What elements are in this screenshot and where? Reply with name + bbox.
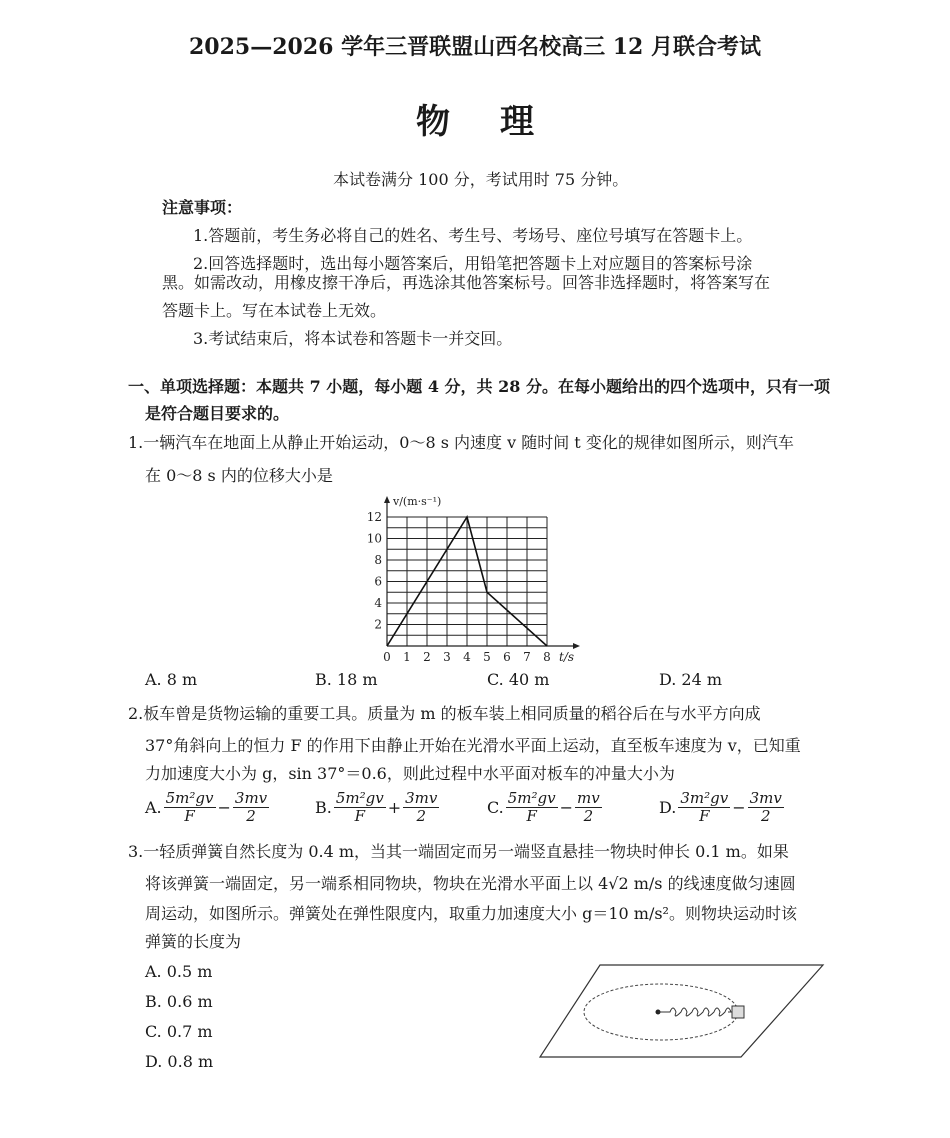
section-heading: 是符合题目要求的。 bbox=[145, 404, 290, 423]
denominator: 2 bbox=[760, 807, 771, 825]
x-tick-label: 5 bbox=[483, 650, 491, 664]
numerator: 3mv bbox=[234, 789, 268, 807]
q3-option-c: C. 0.7 m bbox=[145, 1022, 213, 1041]
q1-option-b: B. 18 m bbox=[315, 670, 378, 689]
question-1-stem: 在 0～8 s 内的位移大小是 bbox=[145, 466, 333, 485]
velocity-time-graph bbox=[360, 490, 600, 670]
q2-option-a bbox=[145, 790, 271, 825]
q2-option-c bbox=[487, 790, 604, 825]
notice-line: 2.回答选择题时，选出每小题答案后，用铅笔把答题卡上对应题目的答案标号涂 bbox=[193, 254, 753, 273]
q3-option-b: B. 0.6 m bbox=[145, 992, 213, 1011]
q2-option-d bbox=[659, 790, 786, 825]
x-tick-label: 6 bbox=[503, 650, 511, 664]
question-2-stem: 37°角斜向上的恒力 F 的作用下由静止开始在光滑水平面上运动，直至板车速度为 v，已知重 bbox=[145, 736, 801, 755]
question-2-stem: 2.板车曾是货物运输的重要工具。质量为 m 的板车装上相同质量的稻谷后在与水平方向成 bbox=[128, 704, 761, 723]
x-tick-label: 4 bbox=[463, 650, 471, 664]
block bbox=[732, 1006, 744, 1018]
x-tick-label: 0 bbox=[383, 650, 391, 664]
x-tick-label: 2 bbox=[423, 650, 431, 664]
q2-option-b bbox=[315, 790, 441, 825]
notice-heading: 注意事项： bbox=[162, 198, 243, 217]
x-axis-label: t/s bbox=[559, 650, 575, 664]
question-3-stem: 将该弹簧一端固定，另一端系相同物块，物块在光滑水平面上以 4√2 m/s 的线速度做匀速圆 bbox=[145, 874, 796, 893]
notice-line: 1.答题前，考生务必将自己的姓名、考生号、考场号、座位号填写在答题卡上。 bbox=[193, 226, 753, 245]
q1-option-c: C. 40 m bbox=[487, 670, 550, 689]
fraction bbox=[334, 790, 386, 825]
operator: + bbox=[387, 798, 402, 817]
question-2-stem: 力加速度大小为 g，sin 37°＝0.6，则此过程中水平面对板车的冲量大小为 bbox=[145, 764, 675, 783]
subject-title: 物理 bbox=[416, 102, 584, 142]
q3-option-d: D. 0.8 m bbox=[145, 1052, 214, 1071]
question-3-stem: 弹簧的长度为 bbox=[145, 932, 242, 951]
spring bbox=[658, 1008, 731, 1016]
y-axis-arrow bbox=[384, 496, 390, 503]
numerator: 5m²gv bbox=[165, 789, 214, 807]
fraction bbox=[233, 790, 269, 825]
option-label: D. bbox=[659, 798, 677, 817]
denominator: 2 bbox=[246, 807, 256, 825]
spring-circular-motion-figure bbox=[535, 960, 830, 1065]
question-3-stem: 3.一轻质弹簧自然长度为 0.4 m，当其一端固定而另一端竖直悬挂一物块时伸长 0.1 m。如果 bbox=[128, 842, 789, 861]
operator: − bbox=[732, 798, 746, 817]
fraction bbox=[506, 790, 558, 825]
denominator: 2 bbox=[583, 807, 594, 825]
x-tick-label: 3 bbox=[443, 650, 451, 664]
q3-option-a: A. 0.5 m bbox=[145, 962, 213, 981]
y-tick-label: 12 bbox=[366, 510, 382, 524]
denominator: F bbox=[526, 807, 537, 825]
operator: − bbox=[217, 798, 231, 817]
x-tick-label: 7 bbox=[523, 650, 531, 664]
fraction bbox=[748, 790, 784, 825]
q1-option-d: D. 24 m bbox=[659, 670, 723, 689]
x-axis-arrow bbox=[573, 643, 580, 649]
numerator: 5m²gv bbox=[335, 789, 384, 807]
notice-line: 黑。如需改动，用橡皮擦干净后，再选涂其他答案标号。回答非选择题时，将答案写在 bbox=[162, 273, 771, 292]
q1-option-a: A. 8 m bbox=[145, 670, 198, 689]
y-tick-label: 8 bbox=[374, 553, 382, 567]
y-tick-label: 10 bbox=[366, 531, 382, 546]
x-tick-label: 8 bbox=[543, 650, 551, 664]
question-1-stem: 1.一辆汽车在地面上从静止开始运动，0～8 s 内速度 v 随时间 t 变化的规律如图所示，则汽车 bbox=[128, 433, 794, 452]
option-label: C. bbox=[487, 798, 504, 817]
numerator: 3m²gv bbox=[680, 789, 729, 807]
question-3-stem: 周运动，如图所示。弹簧处在弹性限度内，取重力加速度大小 g＝10 m/s²。则物块运动时该 bbox=[145, 904, 797, 923]
denominator: 2 bbox=[416, 807, 426, 825]
fraction bbox=[575, 790, 602, 825]
fraction bbox=[678, 790, 730, 825]
denominator: F bbox=[184, 807, 195, 825]
y-tick-label: 4 bbox=[374, 596, 382, 610]
option-label: B. bbox=[315, 798, 332, 817]
y-axis-label: v/(m·s⁻¹) bbox=[393, 495, 442, 509]
notice-line: 3.考试结束后，将本试卷和答题卡一并交回。 bbox=[193, 329, 513, 348]
fraction bbox=[164, 790, 216, 825]
option-label: A. bbox=[145, 798, 162, 817]
intro-text: 本试卷满分 100 分，考试用时 75 分钟。 bbox=[333, 170, 629, 189]
section-heading: 一、单项选择题：本题共 7 小题，每小题 4 分，共 28 分。在每小题给出的四个选项中，只有一项 bbox=[128, 377, 830, 396]
x-tick-label: 1 bbox=[403, 650, 411, 664]
notice-line: 答题卡上。写在本试卷上无效。 bbox=[162, 301, 387, 320]
numerator: mv bbox=[577, 789, 600, 807]
denominator: F bbox=[354, 807, 365, 825]
y-tick-label: 6 bbox=[374, 574, 382, 589]
denominator: F bbox=[699, 807, 710, 825]
numerator: 5m²gv bbox=[507, 789, 556, 807]
numerator: 3mv bbox=[405, 789, 438, 807]
operator: − bbox=[559, 798, 574, 817]
numerator: 3mv bbox=[749, 789, 782, 807]
fraction bbox=[403, 790, 439, 825]
exam-title: 2025—2026 学年三晋联盟山西名校高三 12 月联合考试 bbox=[188, 34, 762, 60]
y-tick-label: 2 bbox=[374, 617, 382, 632]
